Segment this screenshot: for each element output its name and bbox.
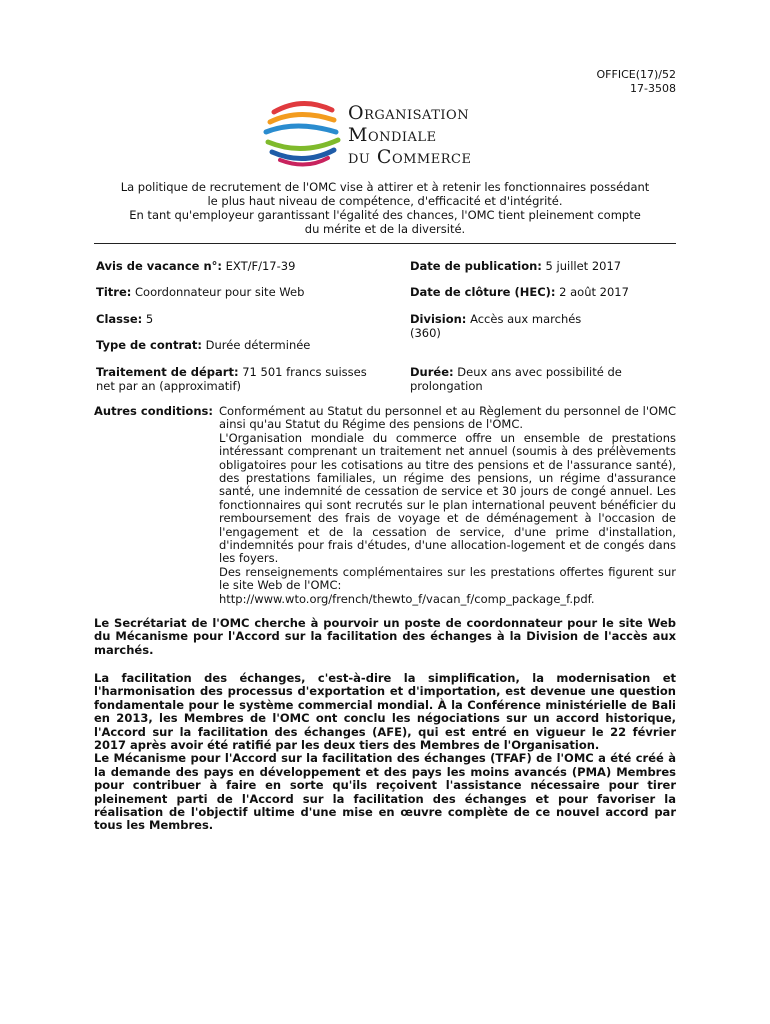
field-value: Deux ans avec possibilité de prolongation	[410, 365, 622, 393]
field-value: 2 août 2017	[559, 285, 629, 299]
starting-salary	[96, 365, 386, 393]
logo-line-2: Mondiale	[348, 124, 437, 146]
background-section	[94, 672, 676, 833]
emblem-arc-darkblue	[272, 150, 334, 159]
field-label: Avis de vacance n°:	[96, 259, 222, 273]
grade	[96, 312, 386, 326]
duration	[410, 365, 650, 393]
field-label: Titre:	[96, 285, 132, 299]
conditions-paragraph: Conformément au Statut du personnel et au Règlement du personnel de l'OMC ainsi qu'au Statut du Régime des pensions de l'OMC.	[219, 404, 676, 432]
contract-type	[96, 338, 386, 352]
conditions-paragraph: L'Organisation mondiale du commerce offre un ensemble de prestations intéressant comprenant un traitement net annuel (soumis à des prélèvements obligatoires pour les cotisations au titre des pensions et de l'assurance santé), des prestations familiales, un régime des pensions, un régime d'assurance santé, une indemnité de cessation de service et 30 jours de congé annuel. Les fonctionnaires qui sont recrutés sur le plan international peuvent bénéficier du remboursement des frais de voyage et de déménagement à l'occasion de l'engagement et de la cessation de service, d'une prime d'installation, d'indemnités pour frais d'études, d'une allocation-logement et de congés dans les foyers.	[219, 430, 676, 566]
vacancy-number	[96, 259, 386, 273]
reference-code: OFFICE(17)/52	[596, 68, 676, 81]
background-paragraph: La facilitation des échanges, c'est-à-dire la simplification, la modernisation et l'harmonisation des processus d'exportation et d'importation, est devenue une question fondamentale pour le système commercial mondial. À la Conférence ministérielle de Bali en 2013, les Membres de l'OMC ont conclu les négociations sur un accord historique, l'Accord sur la facilitation des échanges (AFE), qui est entré en vigueur le 22 février 2017 après avoir été ratifié par les deux tiers des Membres de l'Organisation.	[94, 671, 676, 753]
field-label: Classe:	[96, 312, 143, 326]
wto-emblem-icon	[262, 98, 342, 168]
field-label: Date de publication:	[410, 259, 542, 273]
field-label: Date de clôture (HEC):	[410, 285, 556, 299]
emblem-arc-orange	[270, 114, 334, 122]
emblem-arc-blue	[266, 126, 336, 132]
emblem-arc-green	[268, 140, 338, 149]
separator-line	[94, 243, 676, 244]
policy-line: En tant qu'employeur garantissant l'égalité des chances, l'OMC tient pleinement compte	[129, 208, 641, 222]
document-reference	[597, 68, 676, 96]
logo-line-3: du Commerce	[348, 146, 472, 168]
field-label: Traitement de départ:	[96, 365, 239, 379]
wto-logo	[262, 98, 522, 170]
field-value: Accès aux marchés (360)	[410, 312, 582, 340]
field-value: 71 501 francs suisses net par an (approximatif)	[96, 365, 367, 393]
logo-wordmark	[348, 102, 471, 168]
background-paragraph: Le Mécanisme pour l'Accord sur la facilitation des échanges (TFAF) de l'OMC a été créé à la demande des pays en développement et des pays les moins avancés (PMA) Membres pour contribuer à faire en sorte qu'ils reçoivent l'assistance nécessaire pour tirer pleinement parti de l'Accord sur la facilitation des échanges et pour favoriser la réalisation de l'objectif ultime d'une mise en œuvre complète de ce nouvel accord par tous les Membres.	[94, 751, 676, 833]
field-value: 5 juillet 2017	[545, 259, 622, 273]
field-value: Durée déterminée	[205, 338, 311, 352]
field-label: Type de contrat:	[96, 338, 202, 352]
emblem-arc-red	[274, 103, 332, 112]
closing-date	[410, 285, 660, 299]
job-title	[96, 285, 386, 299]
benefits-link[interactable]: http://www.wto.org/french/thewto_f/vacan_f/comp_package_f.pdf.	[219, 591, 595, 606]
publication-date	[410, 259, 660, 273]
field-label: Durée:	[410, 365, 454, 379]
conditions-paragraph: Des renseignements complémentaires sur les prestations offertes figurent sur le site Web de l'OMC:	[219, 564, 676, 593]
logo-line-1: Organisation	[348, 102, 470, 124]
field-value: EXT/F/17-39	[225, 259, 296, 273]
other-conditions-text	[219, 405, 676, 606]
field-value: 5	[145, 312, 154, 326]
field-label: Division:	[410, 312, 467, 326]
policy-line: le plus haut niveau de compétence, d'efficacité et d'intégrité.	[207, 194, 563, 208]
field-value: Coordonnateur pour site Web	[135, 285, 305, 299]
division	[410, 312, 610, 340]
policy-line: du mérite et de la diversité.	[304, 222, 466, 236]
intro-paragraph	[94, 617, 676, 657]
policy-line: La politique de recrutement de l'OMC vise à attirer et à retenir les fonctionnaires possédant	[120, 180, 650, 194]
other-conditions-label: Autres conditions:	[94, 404, 213, 418]
intro-text: Le Secrétariat de l'OMC cherche à pourvoir un poste de coordonnateur pour le site Web du Mécanisme pour l'Accord sur la facilitation des échanges à la Division de l'accès aux marchés.	[94, 616, 676, 657]
recruitment-policy	[94, 180, 676, 236]
document-number: 17-3508	[630, 82, 676, 95]
